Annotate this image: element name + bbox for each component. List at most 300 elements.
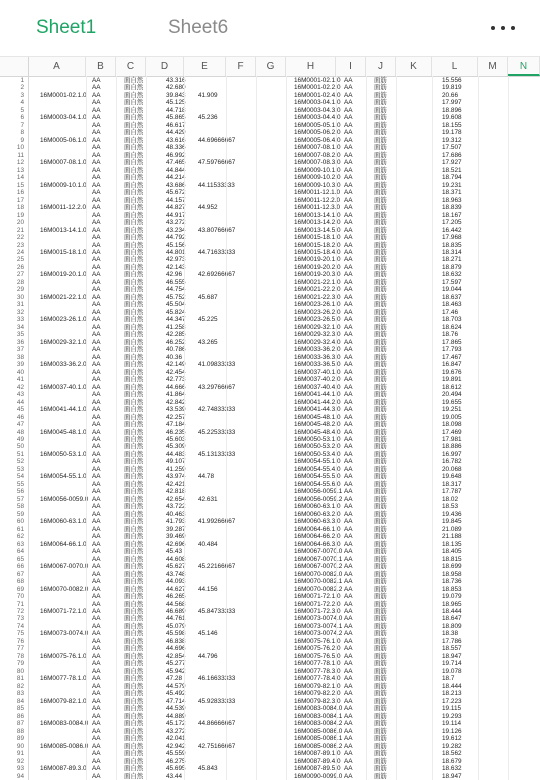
grid-cell[interactable]: 16M0021-22.2.0 bbox=[294, 286, 341, 294]
grid-cell[interactable]: 16M0023-26.1.0 bbox=[294, 301, 341, 309]
grid-cell[interactable]: 面筋 bbox=[374, 578, 387, 586]
grid-cell[interactable]: 16M0007-08.3.0 bbox=[294, 159, 341, 167]
grid-cell[interactable]: 面自然 bbox=[124, 622, 144, 630]
grid-cell[interactable]: 面自然 bbox=[124, 555, 144, 563]
row-number[interactable]: 73 bbox=[16, 615, 24, 623]
row-number[interactable]: 37 bbox=[16, 346, 24, 354]
grid-cell[interactable]: 45.627 bbox=[166, 563, 186, 571]
grid-cell[interactable]: 19.126 bbox=[442, 727, 462, 735]
grid-cell[interactable]: 面筋 bbox=[374, 503, 387, 511]
grid-cell[interactable]: AA bbox=[92, 286, 101, 294]
grid-cell[interactable]: 面自然 bbox=[124, 563, 144, 571]
grid-cell[interactable]: 47.184 bbox=[166, 421, 186, 429]
grid-cell[interactable]: AA bbox=[92, 495, 101, 503]
grid-cell[interactable]: 16M0033-36.5.0 bbox=[294, 361, 341, 369]
grid-cell[interactable]: 45.695 bbox=[166, 765, 186, 773]
grid-cell[interactable]: 16M0085-0086.1 bbox=[294, 735, 343, 743]
grid-cell[interactable]: AA bbox=[92, 622, 101, 630]
grid-cell[interactable]: 16M0013-14.5.0 bbox=[294, 226, 341, 234]
grid-cell[interactable]: AA bbox=[92, 353, 101, 361]
grid-cell[interactable]: 面筋 bbox=[374, 645, 387, 653]
grid-cell[interactable]: 16M0064-66.3.0 bbox=[294, 540, 341, 548]
grid-cell[interactable]: 42.149 bbox=[166, 361, 186, 369]
grid-cell[interactable]: 面筋 bbox=[374, 293, 387, 301]
grid-cell[interactable]: 16M0067-0070.0 bbox=[294, 548, 343, 556]
grid-cell[interactable]: 19.845 bbox=[442, 518, 462, 526]
grid-cell[interactable]: 16M0070-0082.2 bbox=[294, 585, 343, 593]
grid-cell[interactable]: AA bbox=[344, 166, 353, 174]
grid-cell[interactable]: AA bbox=[344, 600, 353, 608]
grid-cell[interactable]: 17.467 bbox=[442, 353, 462, 361]
grid-cell[interactable]: 面筋 bbox=[374, 353, 387, 361]
grid-cell[interactable]: 18.794 bbox=[442, 174, 462, 182]
row-number[interactable]: 77 bbox=[16, 645, 24, 653]
grid-cell[interactable]: AA bbox=[344, 585, 353, 593]
grid-cell[interactable]: 16M0003-04.1.0 bbox=[294, 99, 341, 107]
grid-cell[interactable]: 面自然 bbox=[124, 667, 144, 675]
grid-cell[interactable]: 面自然 bbox=[124, 413, 144, 421]
grid-cell[interactable]: 44.157 bbox=[166, 196, 186, 204]
grid-cell[interactable]: AA bbox=[92, 675, 101, 683]
grid-cell[interactable]: 18.637 bbox=[442, 293, 462, 301]
grid-cell[interactable]: 面自然 bbox=[124, 159, 144, 167]
grid-cell[interactable]: AA bbox=[92, 159, 101, 167]
grid-cell[interactable]: AA bbox=[344, 391, 353, 399]
grid-cell[interactable]: 44.86666667 bbox=[198, 720, 236, 728]
column-header-f[interactable]: F bbox=[226, 57, 256, 76]
grid-cell[interactable]: 面筋 bbox=[374, 249, 387, 256]
grid-cell[interactable]: 18.167 bbox=[442, 211, 462, 219]
grid-cell[interactable]: 18.405 bbox=[442, 548, 462, 556]
grid-cell[interactable]: AA bbox=[92, 263, 101, 271]
grid-cell[interactable]: 18.965 bbox=[442, 600, 462, 608]
grid-cell[interactable]: 16.847 bbox=[442, 361, 462, 369]
grid-cell[interactable]: 16M0045-48.4.0 bbox=[294, 428, 341, 436]
grid-cell[interactable]: 面筋 bbox=[374, 622, 387, 630]
grid-cell[interactable]: 18.7 bbox=[442, 675, 455, 683]
grid-cell[interactable]: 面自然 bbox=[124, 234, 144, 242]
grid-cell[interactable]: 面自然 bbox=[124, 241, 144, 249]
grid-cell[interactable]: AA bbox=[92, 398, 101, 406]
grid-cell[interactable]: 面自然 bbox=[124, 174, 144, 182]
grid-cell[interactable]: 面自然 bbox=[124, 772, 144, 780]
grid-cell[interactable]: 面筋 bbox=[374, 391, 387, 399]
grid-cell[interactable]: 面筋 bbox=[374, 465, 387, 473]
grid-cell[interactable]: 16M0005-05.1.0 bbox=[294, 121, 341, 129]
grid-cell[interactable]: 面筋 bbox=[374, 361, 387, 369]
row-number[interactable]: 43 bbox=[16, 391, 24, 399]
grid-cell[interactable]: 16M0001-02.2.0 bbox=[294, 84, 341, 92]
grid-cell[interactable]: 面筋 bbox=[374, 735, 387, 743]
grid-cell[interactable]: AA bbox=[92, 406, 101, 414]
grid-cell[interactable]: 16M0070-0082.0 bbox=[40, 585, 89, 593]
spreadsheet-grid[interactable] bbox=[0, 57, 540, 780]
grid-cell[interactable]: 45.225 bbox=[198, 316, 218, 324]
grid-cell[interactable]: AA bbox=[92, 376, 101, 384]
grid-cell[interactable]: 面自然 bbox=[124, 630, 144, 638]
grid-cell[interactable]: 面自然 bbox=[124, 166, 144, 174]
grid-cell[interactable]: AA bbox=[344, 256, 353, 264]
row-number[interactable]: 82 bbox=[16, 682, 24, 690]
grid-cell[interactable]: 46.689 bbox=[166, 607, 186, 615]
grid-cell[interactable]: 42.773 bbox=[166, 376, 186, 384]
grid-cell[interactable]: 面筋 bbox=[374, 510, 387, 518]
grid-cell[interactable]: 18.371 bbox=[442, 189, 462, 197]
grid-cell[interactable]: AA bbox=[92, 465, 101, 473]
grid-cell[interactable]: 面自然 bbox=[124, 750, 144, 758]
grid-cell[interactable]: 面筋 bbox=[374, 660, 387, 668]
grid-cell[interactable]: 46.992 bbox=[166, 151, 186, 159]
grid-cell[interactable]: 42.041 bbox=[166, 735, 186, 743]
grid-cell[interactable]: 面筋 bbox=[374, 278, 387, 286]
grid-cell[interactable]: 面自然 bbox=[124, 450, 144, 458]
grid-cell[interactable]: 18.736 bbox=[442, 578, 462, 586]
grid-cell[interactable]: 面自然 bbox=[124, 121, 144, 129]
grid-cell[interactable]: 面自然 bbox=[124, 136, 144, 144]
grid-cell[interactable]: 16M0054-55.5.0 bbox=[294, 473, 341, 481]
grid-cell[interactable]: 面筋 bbox=[374, 667, 387, 675]
grid-cell[interactable]: 面自然 bbox=[124, 181, 144, 189]
grid-cell[interactable]: 16M0056-0059.2 bbox=[294, 495, 343, 503]
grid-cell[interactable]: AA bbox=[344, 645, 353, 653]
grid-cell[interactable]: 面筋 bbox=[374, 540, 387, 548]
grid-cell[interactable]: 16M0005-06.2.0 bbox=[294, 129, 341, 137]
grid-cell[interactable]: 面自然 bbox=[124, 368, 144, 376]
grid-cell[interactable]: AA bbox=[92, 548, 101, 556]
grid-cell[interactable]: AA bbox=[344, 533, 353, 541]
grid-cell[interactable]: AA bbox=[92, 555, 101, 563]
grid-cell[interactable]: 面自然 bbox=[124, 271, 144, 279]
grid-cell[interactable]: AA bbox=[344, 525, 353, 533]
row-number[interactable]: 90 bbox=[16, 742, 24, 750]
grid-cell[interactable]: AA bbox=[92, 607, 101, 615]
grid-cell[interactable]: 面筋 bbox=[374, 421, 387, 429]
row-number[interactable]: 70 bbox=[16, 593, 24, 601]
grid-cell[interactable]: 19.676 bbox=[442, 368, 462, 376]
grid-cell[interactable]: AA bbox=[92, 690, 101, 698]
grid-cell[interactable]: 面自然 bbox=[124, 226, 144, 234]
grid-cell[interactable]: 面筋 bbox=[374, 263, 387, 271]
grid-cell[interactable]: 46.617 bbox=[166, 121, 186, 129]
grid-cell[interactable]: 16M0079-82.3.0 bbox=[294, 697, 341, 705]
grid-cell[interactable]: 16M0037-40.1.0 bbox=[40, 383, 87, 391]
grid-cell[interactable]: 16M0021-22.1.0 bbox=[294, 278, 341, 286]
grid-cell[interactable]: 19.044 bbox=[442, 286, 462, 294]
grid-cell[interactable]: 面自然 bbox=[124, 114, 144, 122]
column-header-g[interactable]: G bbox=[256, 57, 286, 76]
grid-cell[interactable]: 面筋 bbox=[374, 346, 387, 354]
row-number[interactable]: 14 bbox=[16, 174, 24, 182]
row-number[interactable]: 30 bbox=[16, 293, 24, 301]
grid-cell[interactable]: 17.981 bbox=[442, 435, 462, 443]
grid-cell[interactable]: 17.686 bbox=[442, 151, 462, 159]
grid-cell[interactable]: 44.792 bbox=[166, 234, 186, 242]
grid-cell[interactable]: 16M0013-14.1.0 bbox=[294, 211, 341, 219]
grid-cell[interactable]: 面筋 bbox=[374, 121, 387, 129]
grid-cell[interactable]: AA bbox=[344, 615, 353, 623]
grid-cell[interactable]: 18.886 bbox=[442, 443, 462, 451]
grid-cell[interactable]: AA bbox=[92, 129, 101, 137]
grid-cell[interactable]: 面筋 bbox=[374, 488, 387, 496]
row-number[interactable]: 33 bbox=[16, 316, 24, 324]
grid-cell[interactable]: 面筋 bbox=[374, 443, 387, 451]
grid-cell[interactable]: 16M0009-10.1.0 bbox=[294, 166, 341, 174]
grid-cell[interactable]: AA bbox=[92, 435, 101, 443]
grid-cell[interactable]: 面自然 bbox=[124, 705, 144, 713]
grid-cell[interactable]: AA bbox=[344, 174, 353, 182]
grid-cell[interactable]: AA bbox=[344, 271, 353, 279]
row-number[interactable]: 10 bbox=[16, 144, 24, 152]
grid-cell[interactable]: AA bbox=[344, 398, 353, 406]
grid-cell[interactable]: 42.74833333 bbox=[198, 406, 236, 414]
grid-cell[interactable]: 45.865 bbox=[166, 114, 186, 122]
grid-cell[interactable]: 19.312 bbox=[442, 136, 462, 144]
row-number[interactable]: 42 bbox=[16, 383, 24, 391]
row-number[interactable]: 23 bbox=[16, 241, 24, 249]
grid-cell[interactable]: 44.347 bbox=[166, 316, 186, 324]
grid-cell[interactable]: AA bbox=[92, 316, 101, 324]
row-number[interactable]: 59 bbox=[16, 510, 24, 518]
grid-cell[interactable]: 面自然 bbox=[124, 615, 144, 623]
row-number[interactable]: 12 bbox=[16, 159, 24, 167]
row-number[interactable]: 65 bbox=[16, 555, 24, 563]
grid-cell[interactable]: AA bbox=[344, 323, 353, 331]
grid-cell[interactable]: 面自然 bbox=[124, 593, 144, 601]
grid-cell[interactable]: AA bbox=[92, 525, 101, 533]
grid-cell[interactable]: 16M0033-36.2.0 bbox=[294, 346, 341, 354]
grid-cell[interactable]: 44.568 bbox=[166, 600, 186, 608]
grid-cell[interactable]: 44.483 bbox=[166, 450, 186, 458]
grid-cell[interactable]: 16M0019-20.3.0 bbox=[294, 271, 341, 279]
grid-cell[interactable]: 16M0050-53.1.0 bbox=[40, 450, 87, 458]
grid-cell[interactable]: AA bbox=[344, 129, 353, 137]
grid-cell[interactable]: AA bbox=[344, 159, 353, 167]
grid-cell[interactable]: 44.889 bbox=[166, 712, 186, 720]
grid-cell[interactable]: 18.839 bbox=[442, 204, 462, 212]
grid-cell[interactable]: AA bbox=[344, 144, 353, 152]
grid-cell[interactable]: AA bbox=[344, 495, 353, 503]
grid-cell[interactable]: 18.521 bbox=[442, 166, 462, 174]
grid-cell[interactable]: AA bbox=[344, 383, 353, 391]
grid-cell[interactable]: AA bbox=[344, 772, 353, 780]
grid-cell[interactable]: AA bbox=[92, 742, 101, 750]
grid-cell[interactable]: 17.597 bbox=[442, 278, 462, 286]
grid-cell[interactable]: 44.666 bbox=[166, 383, 186, 391]
grid-cell[interactable]: 面自然 bbox=[124, 652, 144, 660]
grid-cell[interactable]: 41.793 bbox=[166, 518, 186, 526]
row-number[interactable]: 67 bbox=[16, 570, 24, 578]
grid-cell[interactable]: 46.275 bbox=[166, 757, 186, 765]
grid-cell[interactable]: AA bbox=[344, 234, 353, 242]
select-all-corner[interactable] bbox=[0, 57, 29, 76]
grid-cell[interactable]: 18.562 bbox=[442, 750, 462, 758]
grid-cell[interactable]: 面筋 bbox=[374, 652, 387, 660]
grid-cell[interactable]: 45.277 bbox=[166, 660, 186, 668]
grid-cell[interactable]: 16M0019-20.1.0 bbox=[40, 271, 87, 279]
grid-cell[interactable]: 面自然 bbox=[124, 204, 144, 212]
grid-cell[interactable]: 19.648 bbox=[442, 473, 462, 481]
grid-cell[interactable]: AA bbox=[344, 637, 353, 645]
grid-cell[interactable]: 面筋 bbox=[374, 151, 387, 159]
grid-cell[interactable]: 16M0083-0084.0 bbox=[40, 720, 89, 728]
grid-cell[interactable]: 16M0033-36.3.0 bbox=[294, 353, 341, 361]
grid-cell[interactable]: 40.484 bbox=[198, 540, 218, 548]
grid-cell[interactable]: 19.282 bbox=[442, 742, 462, 750]
grid-cell[interactable]: 44.761 bbox=[166, 615, 186, 623]
grid-cell[interactable]: 42.942 bbox=[166, 742, 186, 750]
grid-cell[interactable]: AA bbox=[92, 331, 101, 339]
grid-cell[interactable]: 面自然 bbox=[124, 720, 144, 728]
grid-cell[interactable]: 16M0079-82.1.0 bbox=[294, 682, 341, 690]
row-number[interactable]: 80 bbox=[16, 667, 24, 675]
row-number[interactable]: 35 bbox=[16, 331, 24, 339]
row-number[interactable]: 38 bbox=[16, 353, 24, 361]
grid-cell[interactable]: AA bbox=[92, 166, 101, 174]
grid-cell[interactable]: 16M0050-53.1.0 bbox=[294, 435, 341, 443]
grid-cell[interactable]: 面筋 bbox=[374, 226, 387, 234]
row-number[interactable]: 46 bbox=[16, 413, 24, 421]
grid-cell[interactable]: 20.66 bbox=[442, 91, 458, 99]
grid-cell[interactable]: 17.786 bbox=[442, 637, 462, 645]
grid-cell[interactable]: AA bbox=[92, 600, 101, 608]
grid-cell[interactable]: AA bbox=[92, 413, 101, 421]
grid-cell[interactable]: 16M0075-76.1.0 bbox=[294, 637, 341, 645]
grid-cell[interactable]: 17.793 bbox=[442, 346, 462, 354]
row-number[interactable]: 79 bbox=[16, 660, 24, 668]
row-number[interactable]: 84 bbox=[16, 697, 24, 705]
grid-cell[interactable]: 16M0029-32.4.0 bbox=[294, 338, 341, 346]
grid-cell[interactable]: 19.114 bbox=[442, 720, 462, 728]
grid-cell[interactable]: 18.947 bbox=[442, 652, 462, 660]
grid-cell[interactable]: 44.827 bbox=[166, 204, 186, 212]
grid-cell[interactable]: AA bbox=[344, 503, 353, 511]
grid-cell[interactable]: AA bbox=[344, 316, 353, 324]
grid-cell[interactable]: 16M0015-18.4.0 bbox=[294, 249, 341, 256]
grid-cell[interactable]: AA bbox=[92, 234, 101, 242]
column-header-e[interactable]: E bbox=[184, 57, 226, 76]
grid-cell[interactable]: AA bbox=[344, 406, 353, 414]
grid-cell[interactable]: 16M0009-10.1.0 bbox=[40, 181, 87, 189]
row-number[interactable]: 32 bbox=[16, 308, 24, 316]
grid-cell[interactable]: 16.442 bbox=[442, 226, 462, 234]
grid-cell[interactable]: 16M0019-20.2.0 bbox=[294, 263, 341, 271]
grid-cell[interactable]: AA bbox=[92, 570, 101, 578]
grid-cell[interactable]: AA bbox=[344, 563, 353, 571]
grid-cell[interactable]: 44.718 bbox=[166, 106, 186, 114]
grid-cell[interactable]: 16M0071-72.1.0 bbox=[294, 593, 341, 601]
grid-cell[interactable]: 面自然 bbox=[124, 458, 144, 466]
grid-cell[interactable]: AA bbox=[344, 570, 353, 578]
grid-cell[interactable]: 43.265 bbox=[198, 338, 218, 346]
row-number[interactable]: 71 bbox=[16, 600, 24, 608]
grid-cell[interactable]: AA bbox=[92, 174, 101, 182]
row-number[interactable]: 55 bbox=[16, 480, 24, 488]
row-number[interactable]: 34 bbox=[16, 323, 24, 331]
grid-cell[interactable]: AA bbox=[92, 204, 101, 212]
grid-cell[interactable]: AA bbox=[344, 667, 353, 675]
column-header-d[interactable]: D bbox=[146, 57, 184, 76]
grid-cell[interactable]: 42.69266667 bbox=[198, 271, 236, 279]
grid-cell[interactable]: 16M0077-78.1.0 bbox=[294, 660, 341, 668]
grid-cell[interactable]: AA bbox=[92, 503, 101, 511]
grid-cell[interactable]: 面自然 bbox=[124, 286, 144, 294]
grid-cell[interactable]: 面自然 bbox=[124, 144, 144, 152]
row-number[interactable]: 4 bbox=[20, 99, 24, 107]
grid-cell[interactable]: 44.796 bbox=[198, 652, 218, 660]
grid-cell[interactable]: AA bbox=[92, 757, 101, 765]
grid-cell[interactable]: AA bbox=[92, 301, 101, 309]
grid-cell[interactable]: 面筋 bbox=[374, 428, 387, 436]
row-number[interactable]: 91 bbox=[16, 750, 24, 758]
grid-cell[interactable]: 18.896 bbox=[442, 106, 462, 114]
grid-cell[interactable]: 18.947 bbox=[442, 772, 462, 780]
grid-cell[interactable]: 面自然 bbox=[124, 525, 144, 533]
grid-cell[interactable]: 44.952 bbox=[198, 204, 218, 212]
grid-cell[interactable]: 19.115 bbox=[442, 705, 462, 713]
grid-cell[interactable]: 16M0060-63.2.0 bbox=[294, 510, 341, 518]
grid-cell[interactable]: 44.844 bbox=[166, 166, 186, 174]
grid-cell[interactable]: 45.752 bbox=[166, 293, 186, 301]
column-header-h[interactable]: H bbox=[286, 57, 336, 76]
row-number[interactable]: 22 bbox=[16, 234, 24, 242]
grid-cell[interactable]: AA bbox=[92, 308, 101, 316]
grid-cell[interactable]: 面自然 bbox=[124, 637, 144, 645]
grid-cell[interactable]: 面筋 bbox=[374, 84, 387, 92]
grid-cell[interactable]: 19.891 bbox=[442, 376, 462, 384]
grid-cell[interactable]: AA bbox=[344, 301, 353, 309]
grid-cell[interactable]: 面筋 bbox=[374, 750, 387, 758]
row-number[interactable]: 54 bbox=[16, 473, 24, 481]
grid-cell[interactable]: AA bbox=[344, 750, 353, 758]
grid-cell[interactable]: 面自然 bbox=[124, 757, 144, 765]
grid-cell[interactable]: 面筋 bbox=[374, 174, 387, 182]
grid-cell[interactable]: AA bbox=[344, 219, 353, 227]
grid-cell[interactable]: 16M0013-14.1.0 bbox=[40, 226, 87, 234]
grid-cell[interactable]: AA bbox=[344, 249, 353, 256]
grid-cell[interactable]: 面自然 bbox=[124, 196, 144, 204]
grid-cell[interactable]: 43.234 bbox=[166, 226, 186, 234]
row-number[interactable]: 2 bbox=[20, 84, 24, 92]
grid-cell[interactable]: AA bbox=[344, 263, 353, 271]
grid-cell[interactable]: 39.843 bbox=[166, 91, 186, 99]
grid-cell[interactable]: 19.436 bbox=[442, 510, 462, 518]
grid-cell[interactable]: AA bbox=[344, 338, 353, 346]
grid-cell[interactable]: 44.627 bbox=[166, 585, 186, 593]
grid-cell[interactable]: 42.96 bbox=[166, 271, 182, 279]
grid-cell[interactable]: AA bbox=[92, 368, 101, 376]
grid-cell[interactable]: AA bbox=[344, 204, 353, 212]
grid-cell[interactable]: 面自然 bbox=[124, 585, 144, 593]
grid-cell[interactable]: AA bbox=[92, 682, 101, 690]
grid-cell[interactable]: 面筋 bbox=[374, 682, 387, 690]
grid-cell[interactable]: 面自然 bbox=[124, 331, 144, 339]
row-number[interactable]: 40 bbox=[16, 368, 24, 376]
grid-cell[interactable]: AA bbox=[92, 121, 101, 129]
grid-cell[interactable]: 43.316 bbox=[166, 77, 186, 84]
grid-cell[interactable]: 16M0005-06.4.0 bbox=[294, 136, 341, 144]
grid-cell[interactable]: 44.917 bbox=[166, 211, 186, 219]
grid-cell[interactable]: 18.835 bbox=[442, 241, 462, 249]
grid-cell[interactable]: 16M0054-55.1.0 bbox=[294, 458, 341, 466]
grid-cell[interactable]: 面自然 bbox=[124, 443, 144, 451]
row-number[interactable]: 69 bbox=[16, 585, 24, 593]
grid-cell[interactable]: 40.36 bbox=[166, 353, 182, 361]
grid-cell[interactable]: 16M0064-66.1.0 bbox=[294, 525, 341, 533]
grid-cell[interactable]: 16M0001-02.4.0 bbox=[294, 91, 341, 99]
grid-cell[interactable]: 45.942 bbox=[166, 667, 186, 675]
row-number[interactable]: 53 bbox=[16, 465, 24, 473]
grid-cell[interactable]: 16M0011-12.2.0 bbox=[40, 204, 87, 212]
